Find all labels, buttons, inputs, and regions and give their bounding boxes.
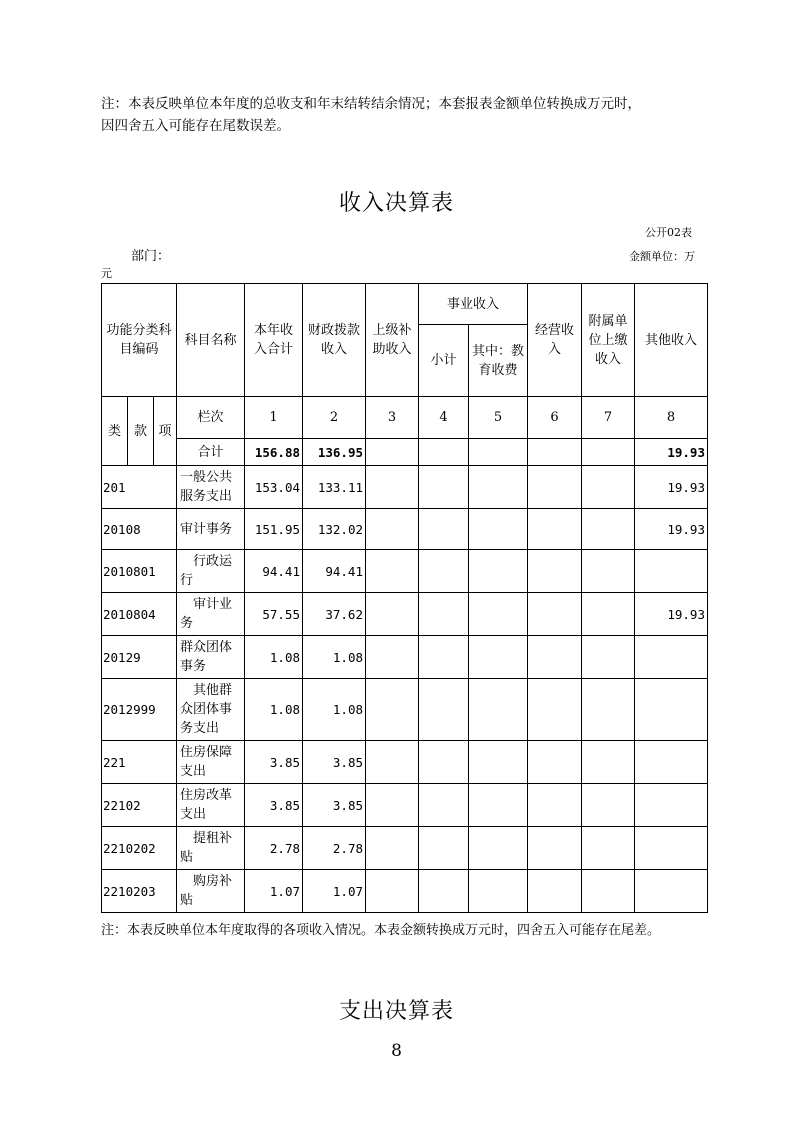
row-fiscal: 37.62 (303, 593, 366, 636)
table-row (102, 636, 708, 679)
row-name: 住房保障支出 (177, 741, 245, 784)
row-other (635, 827, 708, 870)
table-row (102, 870, 708, 913)
total-label: 合计 (177, 439, 245, 466)
row-name: 住房改革支出 (177, 784, 245, 827)
row-name: 行政运行 (177, 550, 245, 593)
income-table (101, 283, 708, 913)
header-career: 事业收入 (419, 284, 528, 325)
column-number-label: 栏次 (177, 397, 245, 439)
row-other: 19.93 (635, 593, 708, 636)
table-row (102, 509, 708, 550)
row-total: 1.07 (245, 870, 303, 913)
unit-label: 金额单位：万 (629, 250, 695, 263)
row-name: 审计业务 (177, 593, 245, 636)
header-kuan: 款 (128, 397, 154, 466)
header-operating: 经营收入 (528, 284, 582, 397)
column-number: 2 (303, 397, 366, 439)
table-row (102, 466, 708, 509)
row-other (635, 784, 708, 827)
header-xiang: 项 (154, 397, 177, 466)
row-other (635, 636, 708, 679)
header-career-edu: 其中：教育收费 (469, 325, 528, 397)
row-other: 19.93 (635, 509, 708, 550)
table-row (102, 827, 708, 870)
row-total: 57.55 (245, 593, 303, 636)
row-name: 一般公共服务支出 (177, 466, 245, 509)
table-row (102, 550, 708, 593)
header-fiscal: 财政拨款收入 (303, 284, 366, 397)
row-fiscal: 1.08 (303, 636, 366, 679)
bottom-note: 注：本表反映单位本年度取得的各项收入情况。本表金额转换成万元时，四舍五入可能存在尾差。 (101, 923, 661, 938)
row-total: 94.41 (245, 550, 303, 593)
row-code: 2012999 (102, 679, 177, 741)
row-code: 2010801 (102, 550, 177, 593)
top-note-line-2: 因四舍五入可能存在尾数误差。 (101, 118, 290, 134)
row-fiscal: 132.02 (303, 509, 366, 550)
header-other: 其他收入 (635, 284, 708, 397)
row-other (635, 741, 708, 784)
row-fiscal: 2.78 (303, 827, 366, 870)
row-other (635, 870, 708, 913)
row-other (635, 679, 708, 741)
row-total: 1.08 (245, 679, 303, 741)
header-subject-name: 科目名称 (177, 284, 245, 397)
form-number: 公开02表 (645, 226, 692, 239)
row-fiscal: 3.85 (303, 784, 366, 827)
row-name: 审计事务 (177, 509, 245, 550)
table-row (102, 784, 708, 827)
unit-label-wrap: 元 (101, 267, 112, 280)
total-fiscal: 136.95 (303, 439, 366, 466)
row-code: 2210203 (102, 870, 177, 913)
page-title: 收入决算表 (338, 191, 454, 216)
row-code: 2010804 (102, 593, 177, 636)
header-lei: 类 (102, 397, 128, 466)
row-code: 201 (102, 466, 177, 509)
row-total: 153.04 (245, 466, 303, 509)
column-number: 7 (582, 397, 635, 439)
row-fiscal: 1.08 (303, 679, 366, 741)
total-row (102, 439, 708, 466)
row-total: 1.08 (245, 636, 303, 679)
row-fiscal: 1.07 (303, 870, 366, 913)
row-total: 3.85 (245, 784, 303, 827)
row-code: 221 (102, 741, 177, 784)
row-code: 22102 (102, 784, 177, 827)
header-superior: 上级补助收入 (366, 284, 419, 397)
header-affiliated: 附属单位上缴收入 (582, 284, 635, 397)
total-other: 19.93 (635, 439, 708, 466)
row-other (635, 550, 708, 593)
page-number: 8 (391, 1041, 402, 1061)
column-number: 3 (366, 397, 419, 439)
row-total: 3.85 (245, 741, 303, 784)
row-fiscal: 3.85 (303, 741, 366, 784)
row-name: 购房补贴 (177, 870, 245, 913)
row-fiscal: 133.11 (303, 466, 366, 509)
table-row (102, 593, 708, 636)
row-code: 2210202 (102, 827, 177, 870)
header-career-sub: 小计 (419, 325, 469, 397)
next-section-title: 支出决算表 (338, 999, 454, 1024)
column-number: 4 (419, 397, 469, 439)
row-code: 20108 (102, 509, 177, 550)
column-number: 6 (528, 397, 582, 439)
column-number-row (102, 397, 708, 439)
row-name: 其他群众团体事务支出 (177, 679, 245, 741)
column-number: 1 (245, 397, 303, 439)
row-name: 提租补贴 (177, 827, 245, 870)
header-func-code: 功能分类科目编码 (102, 284, 177, 397)
top-note-line-1: 注：本表反映单位本年度的总收支和年末结转结余情况；本套报表金额单位转换成万元时， (101, 96, 641, 112)
row-total: 151.95 (245, 509, 303, 550)
column-number: 8 (635, 397, 708, 439)
row-name: 群众团体事务 (177, 636, 245, 679)
row-code: 20129 (102, 636, 177, 679)
total-amount: 156.88 (245, 439, 303, 466)
table-row (102, 679, 708, 741)
department-label: 部门： (131, 249, 171, 264)
header-row-1 (102, 284, 708, 325)
table-row (102, 741, 708, 784)
row-total: 2.78 (245, 827, 303, 870)
row-other: 19.93 (635, 466, 708, 509)
row-fiscal: 94.41 (303, 550, 366, 593)
column-number: 5 (469, 397, 528, 439)
header-total: 本年收入合计 (245, 284, 303, 397)
